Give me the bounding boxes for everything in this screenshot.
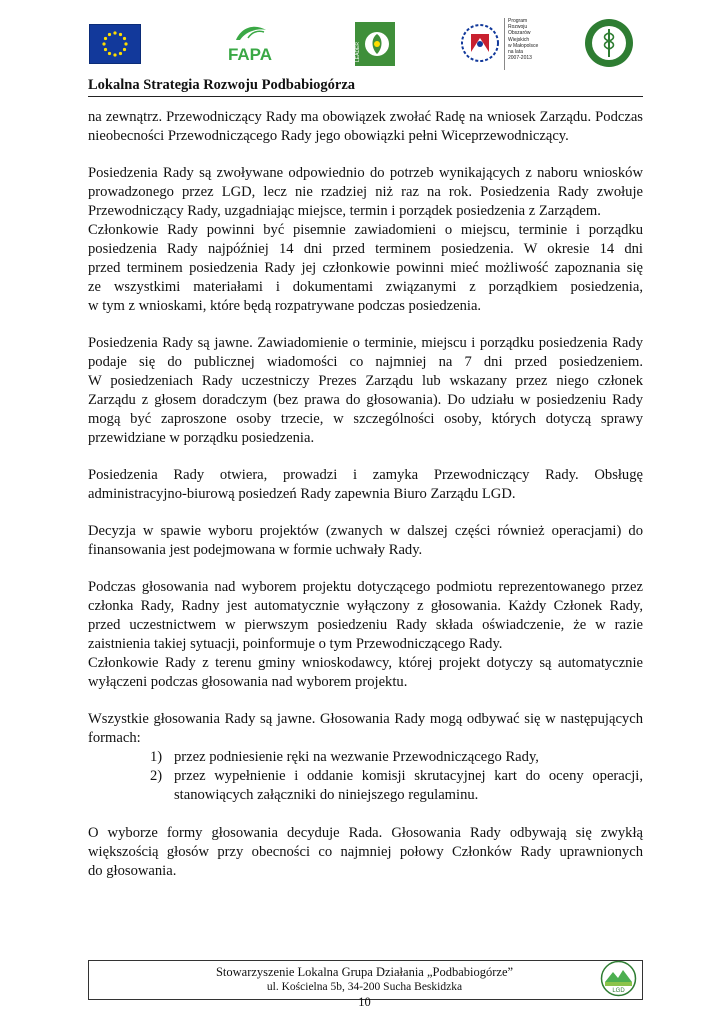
prow-text-line: Rozwoju [508,24,528,31]
eu-flag-icon [89,24,141,64]
text-line: posiedzenia Rady najpóźniej 14 dni przed terminem posiedzenia. W okresie 14 dni [88,241,643,257]
text-line: Członkowie Rady z terenu gminy wnioskodawcy, której projekt dotyczy są automatycznie [88,655,643,671]
paragraph-6 [88,578,643,692]
ministry-emblem-icon [583,17,635,69]
text-line: Członkowie Rady powinni być pisemnie zawiadomieni o miejscu, terminie i porządku [88,222,643,238]
page-number: 10 [358,995,371,1009]
text-line: przez podniesienie ręki na wezwanie Przewodniczącego Rady, [174,749,539,765]
list-item-number: 1) [150,749,163,765]
text-line: Posiedzenia Rady są zwoływane odpowiednio do potrzeb wynikających z naboru wniosków [88,165,643,181]
text-line: członka Rady, Radny jest automatycznie wyłączony z głosowania. Każdy Członek Rady, [88,598,643,614]
text-line: O wyborze formy głosowania decyduje Rada. Głosowania Rady odbywają się zwykłą [88,825,643,841]
paragraph-3 [88,334,643,448]
document-header-title: Lokalna Strategia Rozwoju Podbabiogórza [88,77,356,93]
text-line: w tym z wnioskami, które będą rozpatrywane podczas posiedzenia. [88,298,482,314]
paragraph-8 [88,824,643,881]
text-line: przed uczestnictwem w pierwszym posiedzeniu Rady składa oświadczenie, że w razie [88,617,643,633]
prow-text-line: na lata [508,49,524,56]
text-line: większością głosów przy obecności co najmniej połowy Członków Rady uprawnionych [88,844,643,860]
text-line: Posiedzenia Rady otwiera, prowadzi i zamyka Przewodniczący Rady. Obsługę [88,467,643,483]
paragraph-5 [88,522,643,560]
text-line: W posiedzeniach Rady uczestniczy Prezes Zarządu lub wskazany przez niego członek [88,373,643,389]
prow-text-block [504,18,556,70]
prow-text-line: Wiejskich [508,36,530,43]
text-line: Posiedzenia Rady są jawne. Zawiadomienie o terminie, miejscu i porządku posiedzenia Rady [88,335,643,351]
text-line: mogą być zaproszone osoby trzecie, w szczególności osoby, których dotyczą sprawy [88,411,643,427]
text-line: podaje się do publicznej wiadomości co najmniej na 7 dni przed posiedzeniem. [88,354,643,370]
text-line: Zarządu z głosem doradczym (bez prawa do głosowania). Do udziału w posiedzeniu Rady [88,392,643,408]
lgd-logo [600,960,637,997]
prow-text-line: 2007-2013 [508,55,532,62]
leader-logo [355,22,395,66]
list-item [88,748,643,767]
text-line: Wszystkie głosowania Rady są jawne. Głosowania Rady mogą odbywać się w następujących [88,711,643,727]
list-item [88,767,643,805]
text-line: przez wypełnienie i oddanie komisji skrutacyjnej kart do oceny operacji, [174,768,643,784]
voting-forms-list [88,748,643,805]
paragraph-4 [88,466,643,504]
text-line: wyłączeni podczas głosowania nad wyborem projektu. [88,674,408,690]
lgd-logo-text: LGD [612,988,625,994]
fapa-text: FAPA [227,45,273,64]
footer-address: ul. Kościelna 5b, 34-200 Sucha Beskidzka [266,981,463,993]
text-line: administracyjno-biurową posiedzeń Rady zapewnia Biuro Zarządu LGD. [88,486,516,502]
text-line: prowadzonego przez LGD, lecz nie rzadziej niż raz na rok. Posiedzenia Rady zwołuje [88,184,643,200]
prow-text-line: Obszarów [508,30,531,37]
text-line: Podczas głosowania nad wyborem projektu dotyczącego podmiotu reprezentowanego przez [88,579,643,595]
text-line: finansowania jest podejmowana w formie uchwały Rady. [88,542,423,558]
document-body [88,108,643,899]
footer-organization: Stowarzyszenie Lokalna Grupa Działania „Podbabiogórze” [215,965,514,979]
text-line: ze wszystkimi materiałami i dokumentami związanymi z porządkiem posiedzenia, [88,279,643,295]
text-line: zaistnienia takiej sytuacji, poinformuje o tym Przewodniczącego Rady. [88,636,503,652]
text-line: Przewodniczący Rady, uzgadniając miejsce, termin i porządek posiedzenia z Zarządem. [88,203,601,219]
text-line: do głosowania. [88,863,177,879]
text-line: stanowiących załączniki do niniejszego regulaminu. [174,787,479,803]
leader-text: LEADER [355,41,361,62]
text-line: na zewnątrz. Przewodniczący Rady ma obowiązek zwołać Radę na wniosek Zarządu. Podczas [88,109,643,125]
fapa-logo [218,22,282,64]
paragraph-2 [88,164,643,316]
paragraph-7 [88,710,643,748]
text-line: Decyzja w spawie wyboru projektów (zwanych w dalszej części również operacjami) do [88,523,643,539]
text-line: formach: [88,730,141,746]
paragraph-1 [88,108,643,146]
prow-text-line: w Małopolsce [508,42,539,49]
text-line: nieobecności Przewodniczącego Rady jego obowiązki pełni Wiceprzewodniczący. [88,128,569,144]
prow-text-line: Program [508,18,528,24]
text-line: przed terminem posiedzenia Rady jej członkowie powinni mieć możliwość zapoznania się [88,260,643,276]
header-divider [88,96,643,97]
prow-emblem-icon [459,22,501,64]
text-line: przewidziane w porządku posiedzenia. [88,430,315,446]
list-item-number: 2) [150,768,163,784]
